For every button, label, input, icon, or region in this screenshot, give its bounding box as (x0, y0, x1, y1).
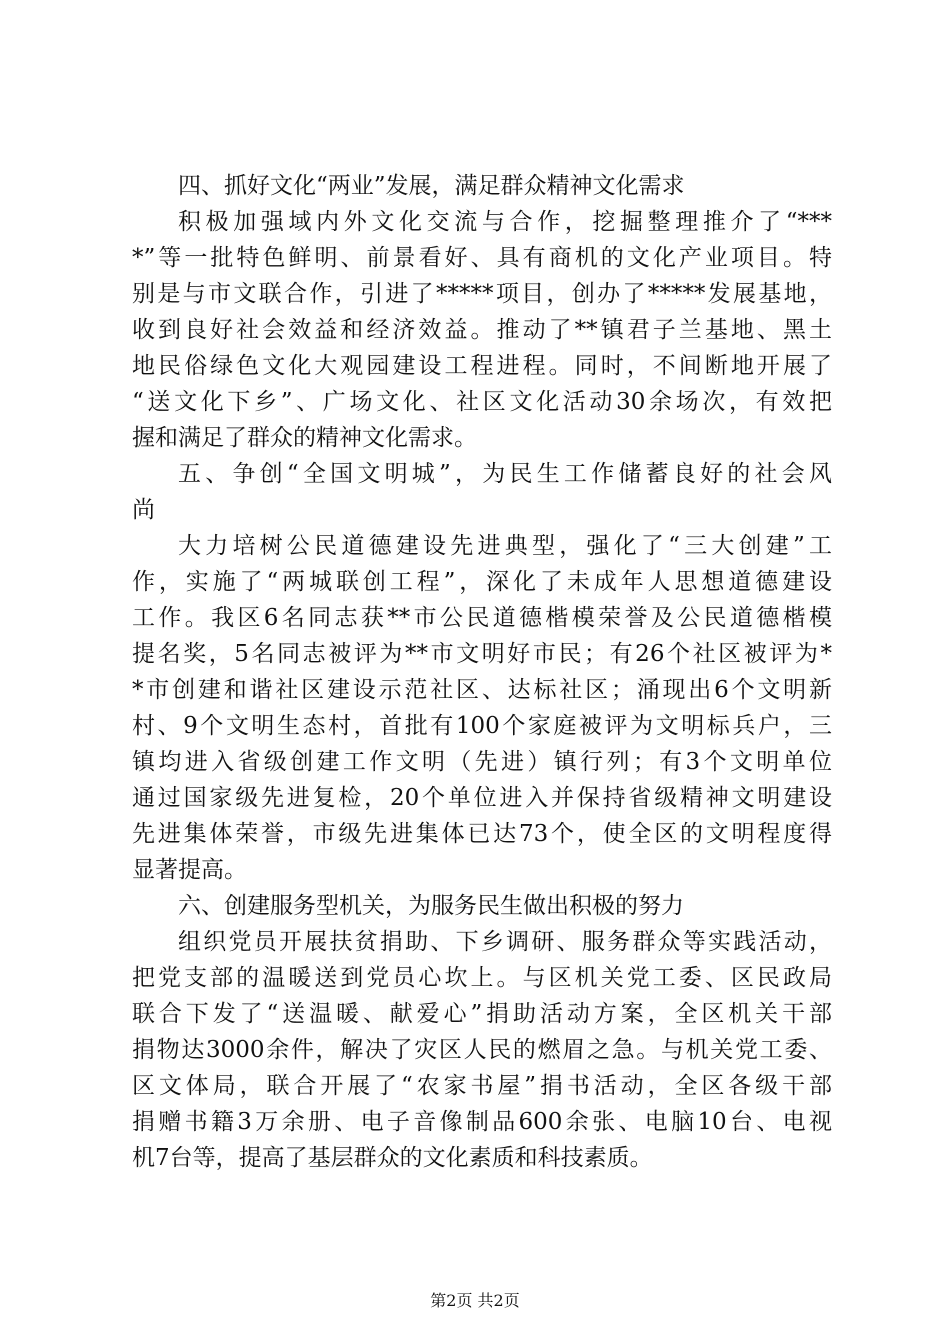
text-line: 区文体局，联合开展了“农家书屋”捐书活动，全区各级干部 (132, 1073, 832, 1099)
text-line: 提名奖，5名同志被评为**市文明好市民；有26个社区被评为* (132, 641, 832, 667)
text-line: 尚 (132, 497, 155, 523)
page-footer: 第2页 共2页 (430, 1291, 520, 1310)
text-line: 大力培树公民道德建设先进典型，强化了“三大创建”工 (178, 533, 832, 559)
text-line: 捐物达3000余件，解决了灾区人民的燃眉之急。与机关党工委、 (132, 1037, 832, 1063)
text-line: 通过国家级先进复检，20个单位进入并保持省级精神文明建设 (132, 785, 832, 811)
text-line: 六、创建服务型机关，为服务民生做出积极的努力 (178, 893, 684, 919)
text-line: 镇均进入省级创建工作文明（先进）镇行列；有3个文明单位 (132, 749, 832, 775)
text-line: *市创建和谐社区建设示范社区、达标社区；涌现出6个文明新 (132, 677, 832, 703)
text-line: 组织党员开展扶贫捐助、下乡调研、服务群众等实践活动， (178, 929, 832, 955)
text-line: 先进集体荣誉，市级先进集体已达73个，使全区的文明程度得 (132, 821, 832, 847)
text-line: 把党支部的温暖送到党员心坎上。与区机关党工委、区民政局 (132, 965, 832, 991)
text-line: 别是与市文联合作，引进了*****项目，创办了*****发展基地， (132, 281, 832, 307)
text-line: 积极加强域内外文化交流与合作，挖掘整理推介了“*** (178, 209, 832, 235)
text-line: 收到良好社会效益和经济效益。推动了**镇君子兰基地、黑土 (132, 317, 832, 343)
text-line: *”等一批特色鲜明、前景看好、具有商机的文化产业项目。特 (132, 245, 832, 271)
text-line: “送文化下乡”、广场文化、社区文化活动30余场次，有效把 (132, 389, 832, 415)
text-line: 四、抓好文化“两业”发展，满足群众精神文化需求 (178, 173, 685, 199)
text-line: 工作。我区6名同志获**市公民道德楷模荣誉及公民道德楷模 (132, 605, 832, 631)
text-line: 捐赠书籍3万余册、电子音像制品600余张、电脑10台、电视 (132, 1109, 832, 1135)
document-body (132, 168, 832, 1176)
text-line: 联合下发了“送温暖、献爱心”捐助活动方案，全区机关干部 (132, 1001, 832, 1027)
text-line: 显著提高。 (132, 857, 247, 883)
text-line: 地民俗绿色文化大观园建设工程进程。同时，不间断地开展了 (132, 353, 832, 379)
text-line: 村、9个文明生态村，首批有100个家庭被评为文明标兵户，三 (132, 713, 832, 739)
text-line: 五、争创“全国文明城”，为民生工作储蓄良好的社会风 (178, 461, 832, 487)
text-line: 作，实施了“两城联创工程”，深化了未成年人思想道德建设 (132, 569, 832, 595)
text-line: 握和满足了群众的精神文化需求。 (132, 425, 477, 451)
text-line: 机7台等，提高了基层群众的文化素质和科技素质。 (132, 1145, 653, 1171)
